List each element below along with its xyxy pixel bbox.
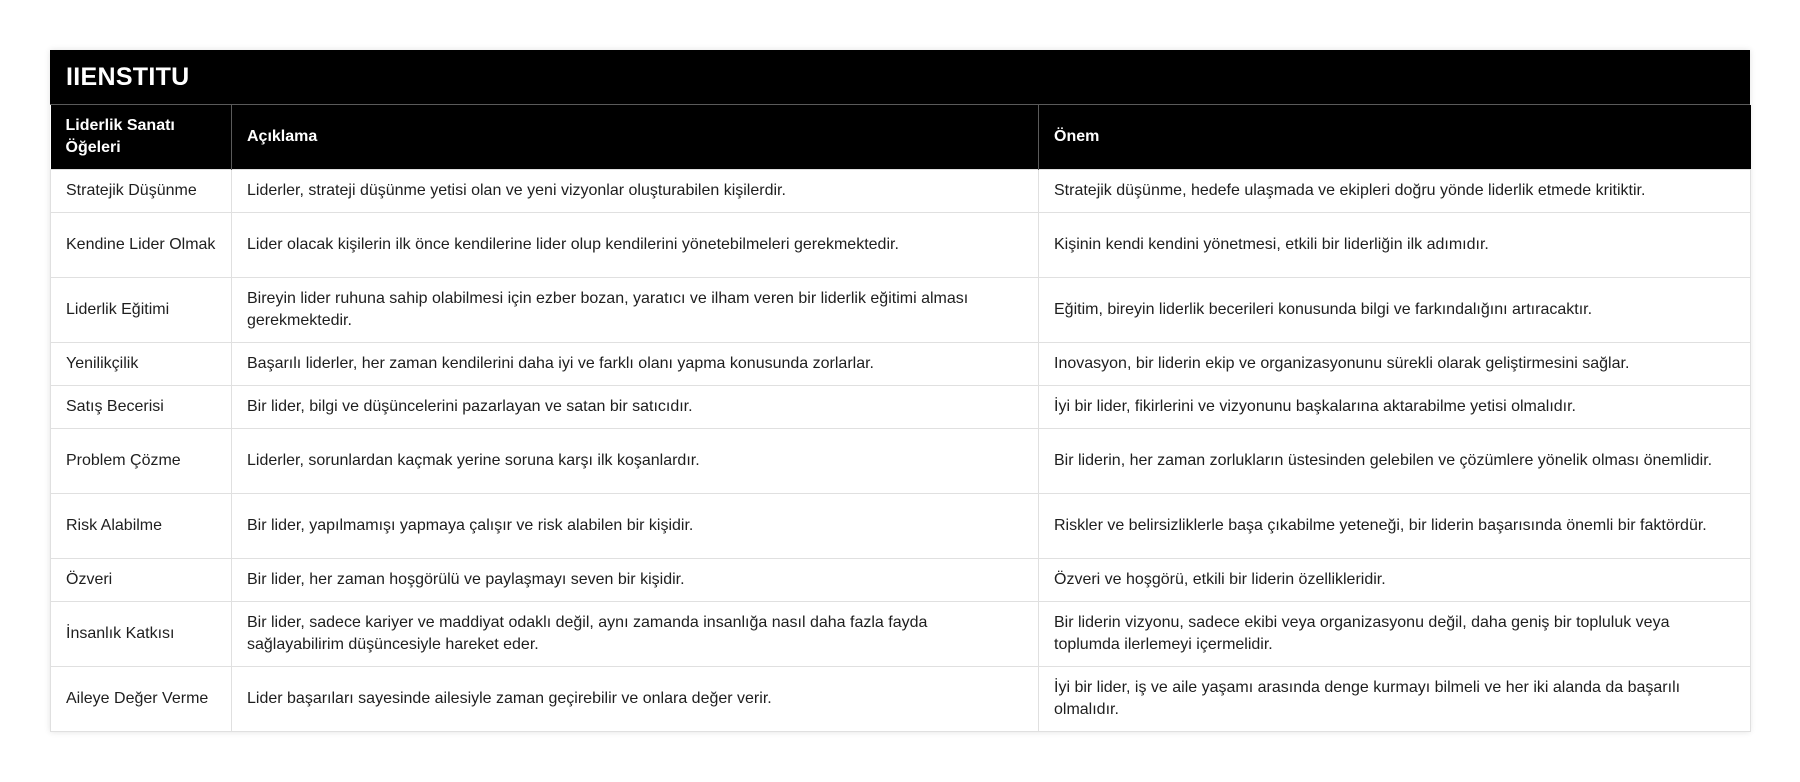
cell-description: Liderler, strateji düşünme yetisi olan ve yeni vizyonlar oluşturabilen kişilerdir. [232, 170, 1039, 213]
cell-importance: Eğitim, bireyin liderlik becerileri konusunda bilgi ve farkındalığını artıracaktır. [1039, 278, 1751, 343]
cell-importance: Özveri ve hoşgörü, etkili bir liderin özellikleridir. [1039, 559, 1751, 602]
leadership-table-card [50, 50, 1750, 732]
cell-importance: Bir liderin, her zaman zorlukların üstesinden gelebilen ve çözümlere yönelik olması önemlidir. [1039, 429, 1751, 494]
table-row [51, 170, 1751, 213]
cell-importance: Riskler ve belirsizliklerle başa çıkabilme yeteneği, bir liderin başarısında önemli bir faktördür. [1039, 494, 1751, 559]
cell-element: Aileye Değer Verme [51, 667, 232, 732]
cell-element: Satış Becerisi [51, 386, 232, 429]
table-header-row [51, 105, 1751, 170]
cell-importance: Inovasyon, bir liderin ekip ve organizasyonunu sürekli olarak geliştirmesini sağlar. [1039, 343, 1751, 386]
header-importance: Önem [1039, 105, 1751, 170]
table-row [51, 429, 1751, 494]
cell-importance: Stratejik düşünme, hedefe ulaşmada ve ekipleri doğru yönde liderlik etmede kritiktir. [1039, 170, 1751, 213]
cell-element: Yenilikçilik [51, 343, 232, 386]
table-row [51, 386, 1751, 429]
cell-description: Bir lider, bilgi ve düşüncelerini pazarlayan ve satan bir satıcıdır. [232, 386, 1039, 429]
cell-element: Kendine Lider Olmak [51, 213, 232, 278]
header-element: Liderlik Sanatı Öğeleri [51, 105, 232, 170]
cell-importance: İyi bir lider, fikirlerini ve vizyonunu başkalarına aktarabilme yetisi olmalıdır. [1039, 386, 1751, 429]
cell-element: Liderlik Eğitimi [51, 278, 232, 343]
cell-element: Risk Alabilme [51, 494, 232, 559]
table-row [51, 278, 1751, 343]
table-row [51, 667, 1751, 732]
table-row [51, 602, 1751, 667]
cell-description: Başarılı liderler, her zaman kendilerini daha iyi ve farklı olanı yapma konusunda zorlarlar. [232, 343, 1039, 386]
leadership-table [50, 105, 1751, 732]
cell-description: Liderler, sorunlardan kaçmak yerine soruna karşı ilk koşanlardır. [232, 429, 1039, 494]
cell-importance: Bir liderin vizyonu, sadece ekibi veya organizasyonu değil, daha geniş bir topluluk veya toplumda ilerlemeyi içermelidir. [1039, 602, 1751, 667]
table-row [51, 343, 1751, 386]
cell-importance: Kişinin kendi kendini yönetmesi, etkili bir liderliğin ilk adımıdır. [1039, 213, 1751, 278]
cell-element: Stratejik Düşünme [51, 170, 232, 213]
cell-importance: İyi bir lider, iş ve aile yaşamı arasında denge kurmayı bilmeli ve her iki alanda da başarılı olmalıdır. [1039, 667, 1751, 732]
cell-element: İnsanlık Katkısı [51, 602, 232, 667]
cell-description: Bir lider, sadece kariyer ve maddiyat odaklı değil, aynı zamanda insanlığa nasıl daha fazla fayda sağlayabilirim düşüncesiyle hareket eder. [232, 602, 1039, 667]
cell-description: Bir lider, her zaman hoşgörülü ve paylaşmayı seven bir kişidir. [232, 559, 1039, 602]
table-row [51, 494, 1751, 559]
cell-description: Bireyin lider ruhuna sahip olabilmesi için ezber bozan, yaratıcı ve ilham veren bir liderlik eğitimi alması gerekmektedir. [232, 278, 1039, 343]
brand-title: IIENSTITU [50, 50, 1750, 105]
cell-description: Lider başarıları sayesinde ailesiyle zaman geçirebilir ve onlara değer verir. [232, 667, 1039, 732]
table-row [51, 213, 1751, 278]
cell-element: Özveri [51, 559, 232, 602]
cell-description: Bir lider, yapılmamışı yapmaya çalışır ve risk alabilen bir kişidir. [232, 494, 1039, 559]
table-row [51, 559, 1751, 602]
cell-element: Problem Çözme [51, 429, 232, 494]
header-description: Açıklama [232, 105, 1039, 170]
cell-description: Lider olacak kişilerin ilk önce kendilerine lider olup kendilerini yönetebilmeleri gerekmektedir. [232, 213, 1039, 278]
